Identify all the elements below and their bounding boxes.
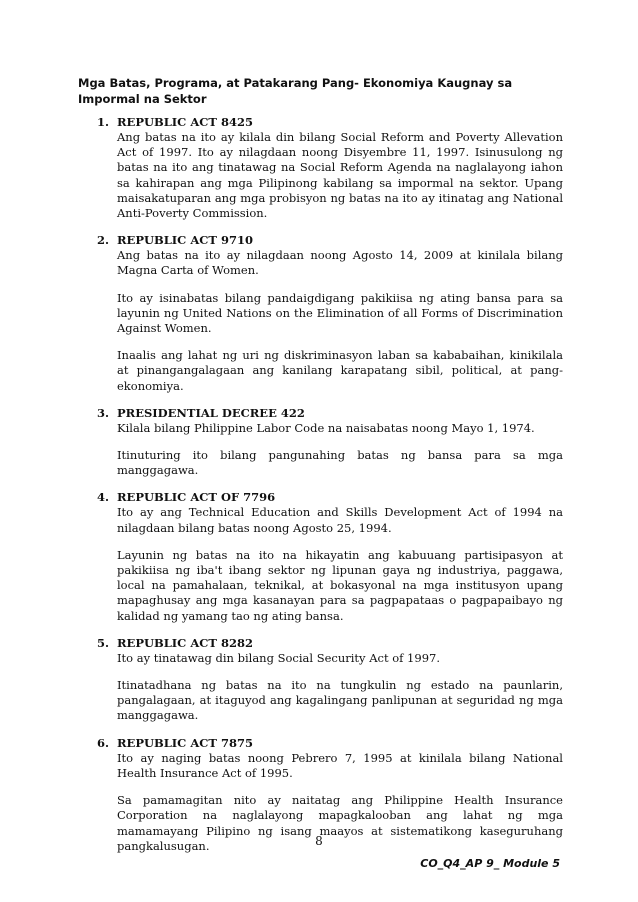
- paragraph: Ito ay naging batas noong Pebrero 7, 1995 at kinilala bilang National Health Insurance Act of 1995.: [117, 750, 563, 780]
- paragraph: Inaalis ang lahat ng uri ng diskriminasyon laban sa kababaihan, kinikilala at pinangangalagaan ang kanilang karapatang sibil, political, at pang-ekonomiya.: [117, 348, 563, 393]
- law-description: [117, 421, 563, 479]
- law-item: [97, 490, 563, 623]
- law-title: REPUBLIC ACT 8282: [117, 635, 253, 650]
- item-number: 2.: [97, 233, 110, 248]
- paragraph: Itinuturing ito bilang pangunahing batas ng bansa para sa mga manggagawa.: [117, 448, 563, 478]
- module-code: CO_Q4_AP 9_ Module 5: [420, 857, 560, 870]
- page-number: 8: [315, 834, 323, 848]
- law-item: [97, 115, 563, 221]
- law-description: [117, 651, 563, 724]
- law-heading: [97, 736, 563, 751]
- law-heading: [97, 233, 563, 248]
- law-description: [117, 130, 563, 221]
- item-number: 6.: [97, 735, 110, 750]
- item-number: 5.: [97, 635, 110, 650]
- law-item: [97, 233, 563, 394]
- page-title: Mga Batas, Programa, at Patakarang Pang- Ekonomiya Kaugnay sa Impormal na Sektor: [78, 76, 513, 106]
- law-title: PRESIDENTIAL DECREE 422: [117, 405, 305, 420]
- paragraph: Ito ay ang Technical Education and Skills Development Act of 1994 na nilagdaan bilang batas noong Agosto 25, 1994.: [117, 505, 563, 535]
- law-description: [117, 248, 563, 394]
- law-heading: [97, 490, 563, 505]
- law-description: [117, 505, 563, 623]
- paragraph: Itinatadhana ng batas na ito na tungkulin ng estado na paunlarin, pangalagaan, at itaguyod ang kagalingang panlipunan at seguridad ng mga manggagawa.: [117, 678, 563, 723]
- law-list: [97, 115, 563, 866]
- law-heading: [97, 406, 563, 421]
- law-title: REPUBLIC ACT 7875: [117, 735, 253, 750]
- law-title: REPUBLIC ACT OF 7796: [117, 490, 276, 505]
- paragraph: Ito ay isinabatas bilang pandaigdigang pakikiisa ng ating bansa para sa layunin ng United Nations on the Elimination of all Forms of Discrimination Against Women.: [117, 290, 563, 336]
- paragraph: Layunin ng batas na ito na hikayatin ang kabuuang partisipasyon at pakikiisa ng iba't ibang sektor ng lipunan gaya ng industriya, paggawa, local na pamahalaan, teknikal, at bokasyonal na mga institusyon upang mapaghusay ang mga kasanayan para sa pagpapataas o pagpapaibayo ng kalidad ng yamang tao ng ating bansa.: [117, 547, 563, 623]
- paragraph: Ang batas na ito ay kilala din bilang Social Reform and Poverty Allevation Act of 1997. Ito ay nilagdaan noong Disyembre 11, 1997. Isinusulong ng batas na ito ang tinatawag na Social Reform Agenda na naglalayong iahon sa kahirapan ang mga Pilipinong kabilang sa impormal na sektor. Upang maisakatuparan ang mga probisyon ng batas na ito ay itinatag ang National Anti-Poverty Commission.: [117, 130, 563, 221]
- law-title: REPUBLIC ACT 9710: [117, 233, 253, 248]
- paragraph: Sa pamamagitan nito ay naitatag ang Philippine Health Insurance Corporation na naglalayong mapagkalooban ang lahat ng mga mamamayang Pilipino ng isang maayos at sistematikong kaseguruhang pangkalusugan.: [117, 793, 563, 853]
- item-number: 4.: [97, 490, 110, 505]
- law-item: [97, 406, 563, 479]
- paragraph: Ito ay tinatawag din bilang Social Security Act of 1997.: [117, 650, 440, 665]
- law-item: [97, 636, 563, 724]
- item-number: 3.: [97, 405, 110, 420]
- paragraph: Ang batas na ito ay nilagdaan noong Agosto 14, 2009 at kinilala bilang Magna Carta of Women.: [117, 248, 563, 278]
- law-heading: [97, 115, 563, 130]
- law-heading: [97, 636, 563, 651]
- paragraph: Kilala bilang Philippine Labor Code na naisabatas noong Mayo 1, 1974.: [117, 420, 535, 435]
- law-title: REPUBLIC ACT 8425: [117, 115, 253, 129]
- item-number: 1.: [97, 115, 110, 129]
